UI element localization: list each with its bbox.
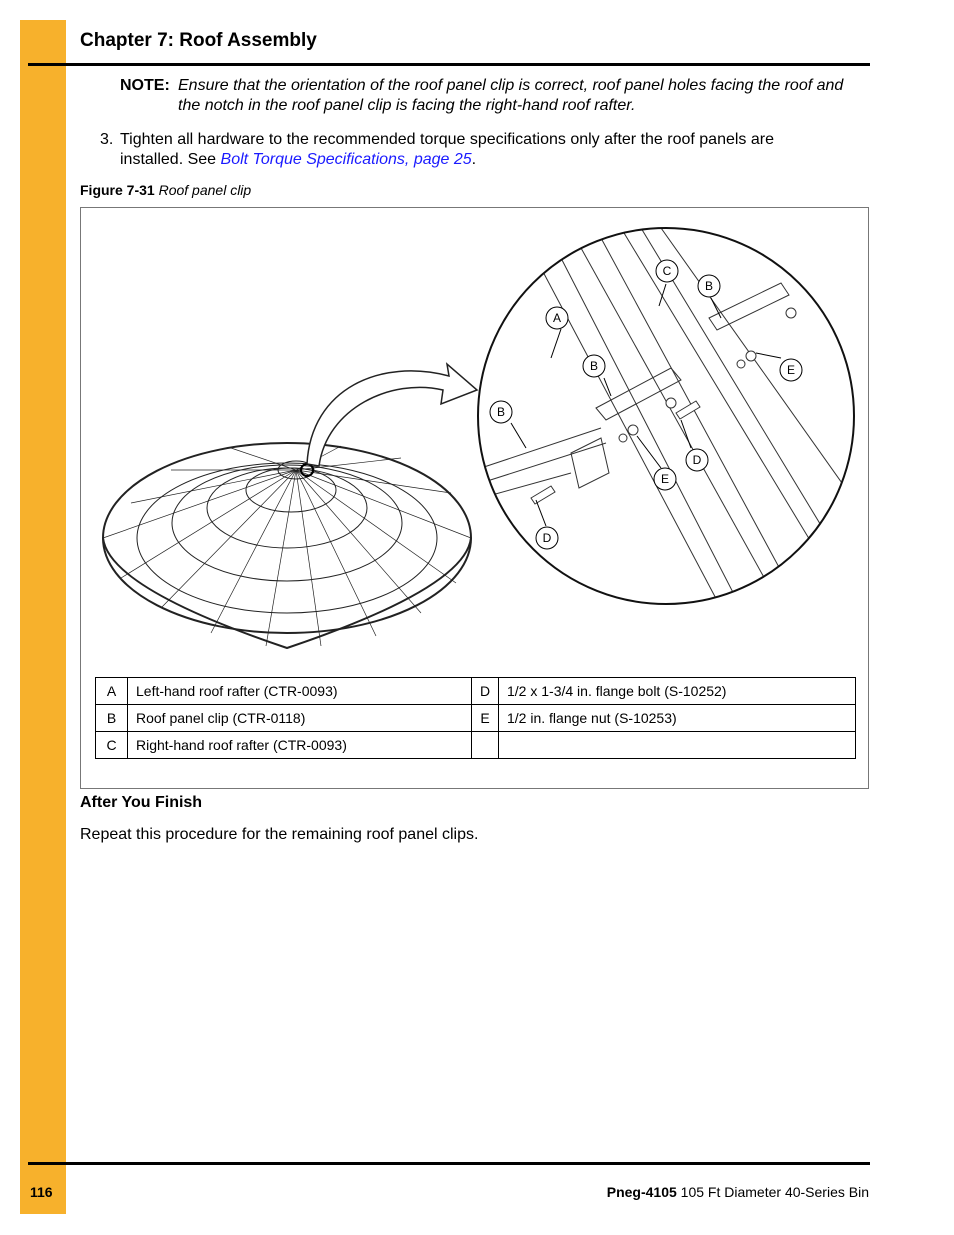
svg-text:E: E bbox=[660, 472, 670, 486]
legend-desc: Left-hand roof rafter (CTR-0093) bbox=[128, 678, 472, 705]
legend-desc: 1/2 in. flange nut (S-10253) bbox=[499, 705, 856, 732]
figure-title: Roof panel clip bbox=[158, 182, 252, 198]
svg-text:B: B bbox=[496, 405, 506, 419]
roof-dome bbox=[103, 443, 471, 648]
svg-text:E: E bbox=[786, 363, 796, 377]
roof-clip-illustration bbox=[81, 208, 868, 668]
callout-a bbox=[546, 307, 568, 358]
figure-caption bbox=[80, 182, 251, 198]
legend-key: D bbox=[472, 678, 499, 705]
svg-text:B: B bbox=[589, 359, 599, 373]
figure-number: Figure 7-31 bbox=[80, 182, 155, 198]
legend-key: B bbox=[96, 705, 128, 732]
note-block bbox=[120, 76, 860, 116]
svg-text:D: D bbox=[692, 453, 702, 467]
parts-legend-table bbox=[95, 677, 856, 759]
legend-key: C bbox=[96, 732, 128, 759]
svg-text:B: B bbox=[704, 279, 714, 293]
footer-divider bbox=[28, 1162, 870, 1165]
table-row bbox=[96, 732, 856, 759]
callout-e-top bbox=[756, 353, 802, 381]
step-text bbox=[120, 130, 840, 170]
legend-key: A bbox=[96, 678, 128, 705]
step-text-before: Tighten all hardware to the recommended torque specifications only after the roof panels are installed. See bbox=[120, 131, 774, 168]
svg-text:D: D bbox=[542, 531, 552, 545]
callout-b-top bbox=[698, 275, 721, 318]
doc-number: Pneg-4105 bbox=[606, 1184, 677, 1200]
detail-view bbox=[481, 228, 868, 608]
svg-text:C: C bbox=[662, 264, 672, 278]
note-text: Ensure that the orientation of the roof panel clip is correct, roof panel holes facing the roof and the notch in the roof panel clip is facing the right-hand roof rafter. bbox=[178, 77, 844, 114]
document-id bbox=[607, 1184, 869, 1200]
page-number: 116 bbox=[30, 1184, 53, 1200]
legend-key: E bbox=[472, 705, 499, 732]
chapter-color-bar bbox=[20, 20, 66, 1214]
note-label: NOTE: bbox=[120, 77, 170, 94]
figure-box bbox=[80, 207, 869, 789]
callouts bbox=[490, 260, 802, 549]
step-number: 3. bbox=[100, 131, 114, 148]
after-you-finish-text: Repeat this procedure for the remaining roof panel clips. bbox=[80, 826, 479, 843]
chapter-title: Chapter 7: Roof Assembly bbox=[80, 30, 317, 51]
callout-b-mid bbox=[583, 355, 611, 396]
step-3 bbox=[100, 130, 840, 170]
legend-desc: Right-hand roof rafter (CTR-0093) bbox=[128, 732, 472, 759]
legend-key bbox=[472, 732, 499, 759]
torque-spec-link[interactable]: Bolt Torque Specifications, page 25 bbox=[220, 151, 472, 168]
callout-d-left bbox=[536, 500, 558, 549]
doc-title: 105 Ft Diameter 40-Series Bin bbox=[676, 1184, 869, 1200]
svg-text:A: A bbox=[552, 311, 562, 325]
legend-desc: Roof panel clip (CTR-0118) bbox=[128, 705, 472, 732]
after-you-finish-heading: After You Finish bbox=[80, 794, 203, 811]
step-text-after: . bbox=[471, 151, 477, 168]
table-row bbox=[96, 705, 856, 732]
table-row bbox=[96, 678, 856, 705]
callout-b-left bbox=[490, 401, 526, 448]
legend-desc: 1/2 x 1-3/4 in. flange bolt (S-10252) bbox=[499, 678, 856, 705]
header-divider bbox=[28, 63, 870, 66]
legend-desc bbox=[499, 732, 856, 759]
